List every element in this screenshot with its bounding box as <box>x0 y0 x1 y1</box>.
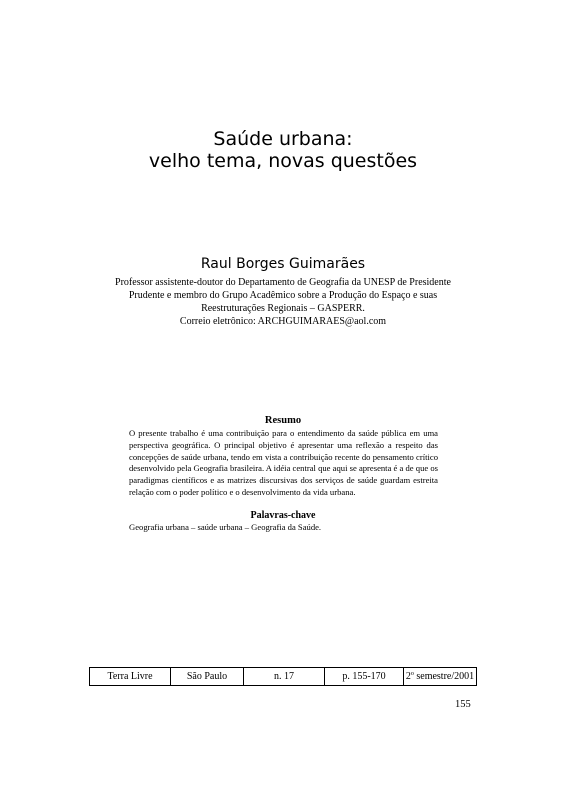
author-name: Raul Borges Guimarães <box>200 256 366 272</box>
affiliation-line: Prudente e membro do Grupo Acadêmico sobre a Produção do Espaço e suas <box>128 290 438 301</box>
keywords-text: Geografia urbana – saúde urbana – Geografia da Saúde. <box>129 522 322 532</box>
semester-ordinal: o <box>410 671 414 677</box>
citation-footer-table <box>89 667 477 686</box>
keywords-heading: Palavras-chave <box>250 510 316 521</box>
abstract-heading: Resumo <box>264 415 302 426</box>
abstract-text: O presente trabalho é uma contribuição para o entendimento da saúde pública em uma perspectiva geográfica. O principal objetivo é apresentar uma reflexão a respeito das concepções de saúde urbana, tendo em vista a contribuição recente do pensamento crítico desenvolvido pela Geografia brasileira. A idéia central que aqui se apresenta é a de que os paradigmas científicos e as matrizes discursivas dos serviços de saúde guardam estreita relação com o poder político e o desenvolvimento da vida urbana. <box>129 428 438 497</box>
journal-cell: Terra Livre <box>90 668 171 686</box>
pages-cell: p. 155-170 <box>325 668 404 686</box>
city-cell: São Paulo <box>171 668 244 686</box>
email-line: Correio eletrônico: ARCHGUIMARAES@aol.com <box>179 316 387 327</box>
page-number: 155 <box>455 699 471 710</box>
table-row <box>90 668 477 686</box>
issue-cell: n. 17 <box>244 668 325 686</box>
author-affiliation <box>0 276 566 328</box>
title-line-2: velho tema, novas questões <box>148 150 418 172</box>
affiliation-line: Reestruturações Regionais – GASPERR. <box>201 303 365 314</box>
semester-cell <box>404 668 477 686</box>
affiliation-line: Professor assistente-doutor do Departamento de Geografia da UNESP de Presidente <box>115 277 451 288</box>
semester-text: semestre/2001 <box>413 671 475 682</box>
title-line-1: Saúde urbana: <box>213 128 353 150</box>
semester-number: 2 <box>405 671 411 682</box>
